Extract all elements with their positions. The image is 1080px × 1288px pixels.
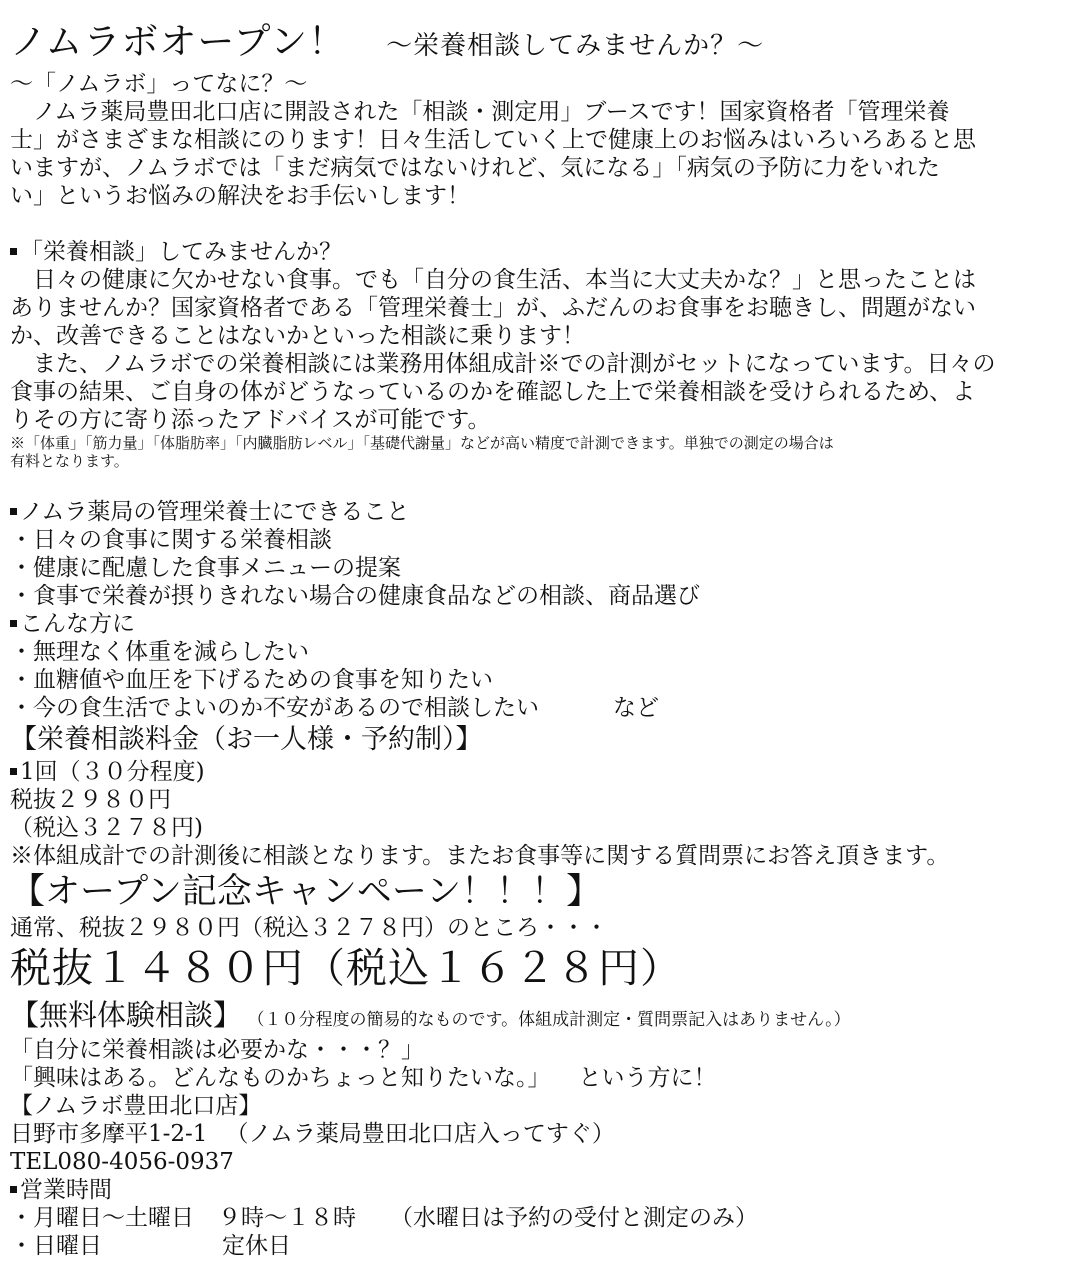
for-whom-item: ・今の食生活でよいのか不安があるので相談したい など <box>10 695 659 721</box>
consult-line: また、ノムラボでの栄養相談には業務用体組成計※での計測がセットになっています。日々の <box>33 351 996 377</box>
free-trial-suffix: という方に！ <box>578 1065 717 1091</box>
free-trial-quote: 「自分に栄養相談は必要かな・・・？」 <box>10 1037 424 1063</box>
free-trial-heading-row <box>10 994 1070 1036</box>
fee-duration: 1回（３０分程度) <box>10 758 1070 786</box>
for-whom-suffix: など <box>613 695 659 721</box>
flyer-page <box>10 14 1070 1260</box>
consult-line: か、改善できることはないかといった相談に乗ります！ <box>10 323 585 349</box>
title-row <box>10 14 1070 70</box>
intro-line: ノムラ薬局豊田北口店に開設された「相談・測定用」ブースです！国家資格者「管理栄養 <box>33 99 950 125</box>
free-trial-note: （１０分程度の簡易的なものです。体組成計測定・質問票記入はありません。） <box>256 1010 851 1030</box>
store-weekday-note: （水曜日は予約の受付と測定のみ） <box>390 1205 758 1231</box>
fee-price-ex: 税抜２９８０円 <box>10 787 171 813</box>
store-sunday-status: 定休日 <box>222 1233 291 1259</box>
intro-heading: ～「ノムラボ」ってなに？～ <box>10 71 308 97</box>
square-bullet-icon <box>10 248 17 255</box>
for-whom-item: ・無理なく体重を減らしたい <box>10 639 309 665</box>
store-hours-heading: 営業時間 <box>10 1176 1070 1204</box>
consult-footnote: ※「体重」「筋力量」「体脂肪率」「内臓脂肪レベル」「基礎代謝量」などが高い精度で計測できます。単独での測定の場合は <box>10 434 834 452</box>
store-tel: TEL080-4056-0937 <box>10 1149 234 1175</box>
consult-line: りその方に寄り添ったアドバイスが可能です。 <box>10 407 491 433</box>
consult-heading: 「栄養相談」してみませんか？ <box>10 238 1070 266</box>
for-whom-item: ・血糖値や血圧を下げるための食事を知りたい <box>10 667 493 693</box>
campaign-regular: 通常、税抜２９８０円（税込３２７８円）のところ・・・ <box>10 915 608 941</box>
intro-line: 士」がさまざまな相談にのります！日々生活していく上で健康上のお悩みはいろいろあると思 <box>10 127 976 153</box>
spacer <box>10 210 1070 238</box>
fee-heading: 【栄養相談料金（お一人様・予約制）】 <box>10 724 483 755</box>
intro-line: い」というお悩みの解決をお手伝いします！ <box>10 183 470 209</box>
campaign-special-price: 税抜１４８０円（税込１６２８円） <box>10 944 682 992</box>
can-do-item: ・健康に配慮した食事メニューの提案 <box>10 555 401 581</box>
page-title: ノムラボオープン！ <box>10 20 347 63</box>
store-hours-sunday: ・日曜日 定休日 <box>10 1233 291 1259</box>
consult-line: 日々の健康に欠かせない食事。でも「自分の食生活、本当に大丈夫かな？」と思ったことは <box>33 267 976 293</box>
square-bullet-icon <box>10 1186 17 1193</box>
store-address-note: （ノムラ薬局豊田北口店入ってすぐ） <box>225 1121 615 1147</box>
can-do-heading: ノムラ薬局の管理栄養士にできること <box>10 498 1070 526</box>
can-do-item: ・日々の食事に関する栄養相談 <box>10 527 332 553</box>
square-bullet-icon <box>10 620 17 627</box>
spacer <box>10 470 1070 498</box>
can-do-item: ・食事で栄養が摂りきれない場合の健康食品などの相談、商品選び <box>10 583 700 609</box>
free-trial-heading: 【無料体験相談】 <box>10 998 243 1032</box>
consult-line: 食事の結果、ご自身の体がどうなっているのかを確認した上で栄養相談を受けられるため、よ <box>10 379 976 405</box>
store-address: 日野市多摩平1-2-1 （ノムラ薬局豊田北口店入ってすぐ） <box>10 1121 615 1147</box>
square-bullet-icon <box>10 768 17 775</box>
intro-line: いますが、ノムラボでは「まだ病気ではないけれど、気になる」「病気の予防に力をいれた <box>10 155 940 181</box>
campaign-heading: 【オープン記念キャンペーン！！！】 <box>10 872 602 912</box>
consult-line: ありませんか？国家資格者である「管理栄養士」が、ふだんのお食事をお聴きし、問題がない <box>10 295 976 321</box>
square-bullet-icon <box>10 508 17 515</box>
page-subtitle: ～栄養相談してみませんか？～ <box>386 31 765 61</box>
store-name: 【ノムラボ豊田北口店】 <box>10 1093 262 1119</box>
store-hours-weekday: ・月曜日～土曜日 ９時～１８時 （水曜日は予約の受付と測定のみ） <box>10 1205 758 1231</box>
fee-note: ※体組成計での計測後に相談となります。またお食事等に関する質問票にお答え頂きます。 <box>10 843 950 869</box>
for-whom-heading: こんな方に <box>10 610 1070 638</box>
store-weekday-hours: ９時～１８時 <box>218 1205 356 1231</box>
free-trial-quote: 「興味はある。どんなものかちょっと知りたいな。」 という方に！ <box>10 1065 717 1091</box>
fee-price-in: （税込３２７８円) <box>10 815 203 841</box>
consult-footnote: 有料となります。 <box>10 452 129 470</box>
